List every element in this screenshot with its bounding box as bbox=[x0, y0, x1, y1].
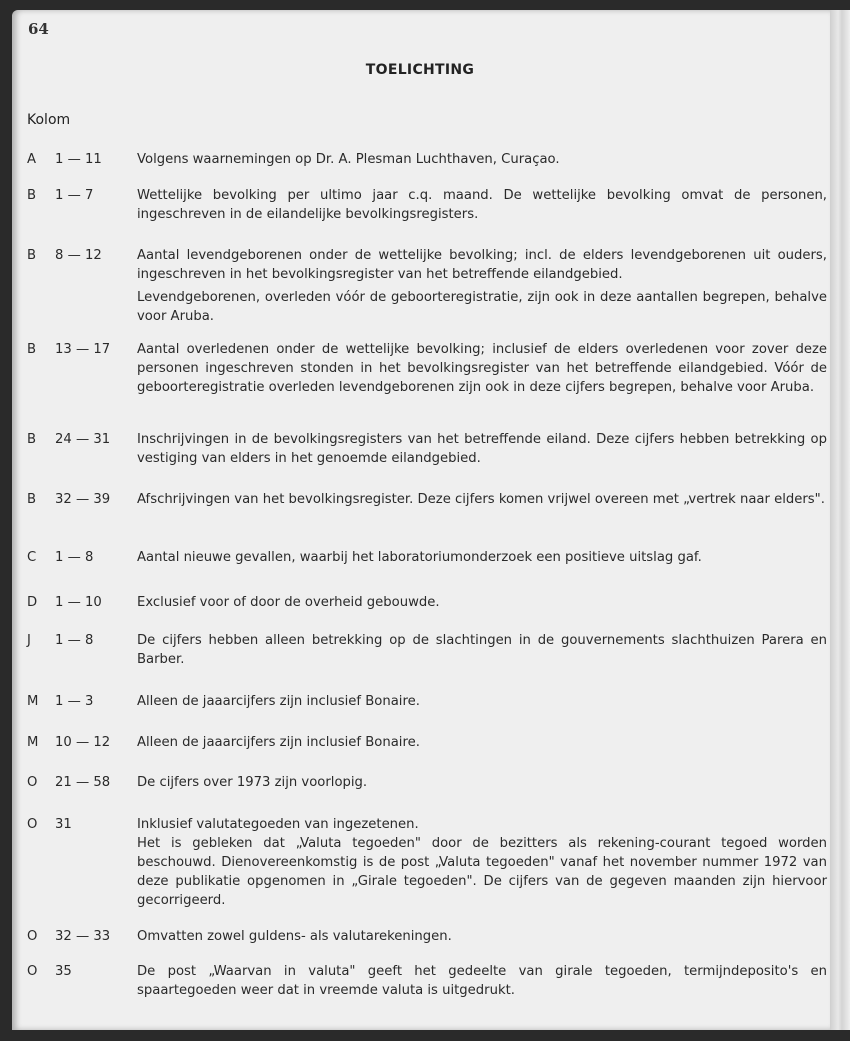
note-letter: B bbox=[27, 188, 37, 203]
note-letter: O bbox=[27, 775, 38, 790]
note-range: 35 bbox=[55, 964, 72, 979]
note-range: 1 — 11 bbox=[55, 152, 102, 167]
note-text: De cijfers hebben alleen betrekking op de slachtingen in de gouvernements slachthuizen Parera en Barber. bbox=[137, 633, 827, 667]
note-range: 1 — 8 bbox=[55, 550, 94, 565]
note-text: Levendgeborenen, overleden vóór de geboorteregistratie, zijn ook in deze aantallen begrepen, behalve voor Aruba. bbox=[137, 290, 827, 324]
note-range: 10 — 12 bbox=[55, 735, 111, 750]
note-letter: B bbox=[27, 432, 37, 447]
note-text: Afschrijvingen van het bevolkingsregister. Deze cijfers komen vrijwel overeen met „vertrek naar elders". bbox=[137, 492, 825, 507]
note-O-35 bbox=[27, 962, 827, 1000]
note-letter: A bbox=[27, 152, 37, 167]
note-range: 1 — 7 bbox=[55, 188, 94, 203]
note-letter: O bbox=[27, 817, 38, 832]
note-letter: B bbox=[27, 342, 37, 357]
note-range: 32 — 33 bbox=[55, 929, 111, 944]
note-text: De cijfers over 1973 zijn voorlopig. bbox=[137, 775, 368, 790]
note-B-1-7 bbox=[27, 186, 827, 224]
note-O-32-33 bbox=[27, 927, 827, 946]
note-A-1-11 bbox=[27, 150, 827, 169]
note-range: 1 — 3 bbox=[55, 694, 94, 709]
note-text: Aantal overledenen onder de wettelijke bevolking; inclusief de elders overledenen voor zover deze personen ingeschreven stonden in het bevolkingsregister van het betreffende eilandgebied. Vóór de geboorteregistratie overleden levendgeborenen zijn ook in deze cijfers begrepen, behalve voor Aruba. bbox=[137, 342, 827, 395]
note-D-1-10 bbox=[27, 593, 827, 612]
note-letter: M bbox=[27, 694, 39, 709]
note-text: Aantal nieuwe gevallen, waarbij het laboratoriumonderzoek een positieve uitslag gaf. bbox=[137, 550, 702, 565]
note-B-24-31 bbox=[27, 430, 827, 468]
note-letter: C bbox=[27, 550, 37, 565]
note-M-10-12 bbox=[27, 733, 827, 752]
note-text: Inklusief valutategoeden van ingezetenen. bbox=[137, 817, 419, 832]
note-B-32-39 bbox=[27, 490, 827, 509]
note-text: Wettelijke bevolking per ultimo jaar c.q. maand. De wettelijke bevolking omvat de personen, ingeschreven in de eilandelijke bevolkingsregisters. bbox=[137, 188, 827, 222]
note-letter: B bbox=[27, 492, 37, 507]
note-letter: O bbox=[27, 964, 38, 979]
note-range: 31 bbox=[55, 817, 72, 832]
page-number: 64 bbox=[28, 20, 49, 38]
note-text: Alleen de jaaarcijfers zijn inclusief Bonaire. bbox=[137, 694, 420, 709]
note-text: Alleen de jaaarcijfers zijn inclusief Bonaire. bbox=[137, 735, 420, 750]
note-text: Omvatten zowel guldens- als valutarekeningen. bbox=[137, 929, 452, 944]
note-B-8-12 bbox=[27, 246, 827, 326]
note-range: 8 — 12 bbox=[55, 248, 102, 263]
note-range: 24 — 31 bbox=[55, 432, 111, 447]
note-range: 13 — 17 bbox=[55, 342, 111, 357]
note-range: 1 — 8 bbox=[55, 633, 94, 648]
note-text: De post „Waarvan in valuta" geeft het gedeelte van girale tegoeden, termijndeposito's en spaartegoeden weer dat in vreemde valuta is uitgedrukt. bbox=[137, 964, 827, 998]
page-title: TOELICHTING bbox=[365, 62, 475, 78]
note-range: 1 — 10 bbox=[55, 595, 102, 610]
note-text: Exclusief voor of door de overheid gebouwde. bbox=[137, 595, 440, 610]
note-text: Aantal levendgeborenen onder de wettelijke bevolking; incl. de elders levendgeborenen uit ouders, ingeschreven in het bevolkingsregister van het betreffende eilandgebied. bbox=[137, 248, 827, 282]
page-edge bbox=[830, 10, 850, 1030]
note-letter: B bbox=[27, 248, 37, 263]
note-C-1-8 bbox=[27, 548, 827, 567]
note-letter: J bbox=[27, 633, 31, 648]
column-header: Kolom bbox=[27, 112, 71, 128]
note-O-21-58 bbox=[27, 773, 827, 792]
note-range: 32 — 39 bbox=[55, 492, 111, 507]
note-letter: D bbox=[27, 595, 38, 610]
note-letter: O bbox=[27, 929, 38, 944]
note-range: 21 — 58 bbox=[55, 775, 111, 790]
note-O-31 bbox=[27, 815, 827, 910]
note-B-13-17 bbox=[27, 340, 827, 397]
note-J-1-8 bbox=[27, 631, 827, 669]
note-text: Inschrijvingen in de bevolkingsregisters van het betreffende eiland. Deze cijfers hebben betrekking op vestiging van elders in het genoemde eilandgebied. bbox=[137, 432, 827, 466]
note-letter: M bbox=[27, 735, 39, 750]
note-M-1-3 bbox=[27, 692, 827, 711]
note-text: Het is gebleken dat „Valuta tegoeden" door de bezitters als rekening-courant tegoed worden beschouwd. Dienovereenkomstig is de post „Valuta tegoeden" vanaf het november nummer 1972 van deze publikatie opgenomen in „Girale tegoeden". De cijfers van de gegeven maanden zijn hiervoor gecorrigeerd. bbox=[137, 836, 827, 908]
note-text: Volgens waarnemingen op Dr. A. Plesman Luchthaven, Curaçao. bbox=[137, 152, 560, 167]
